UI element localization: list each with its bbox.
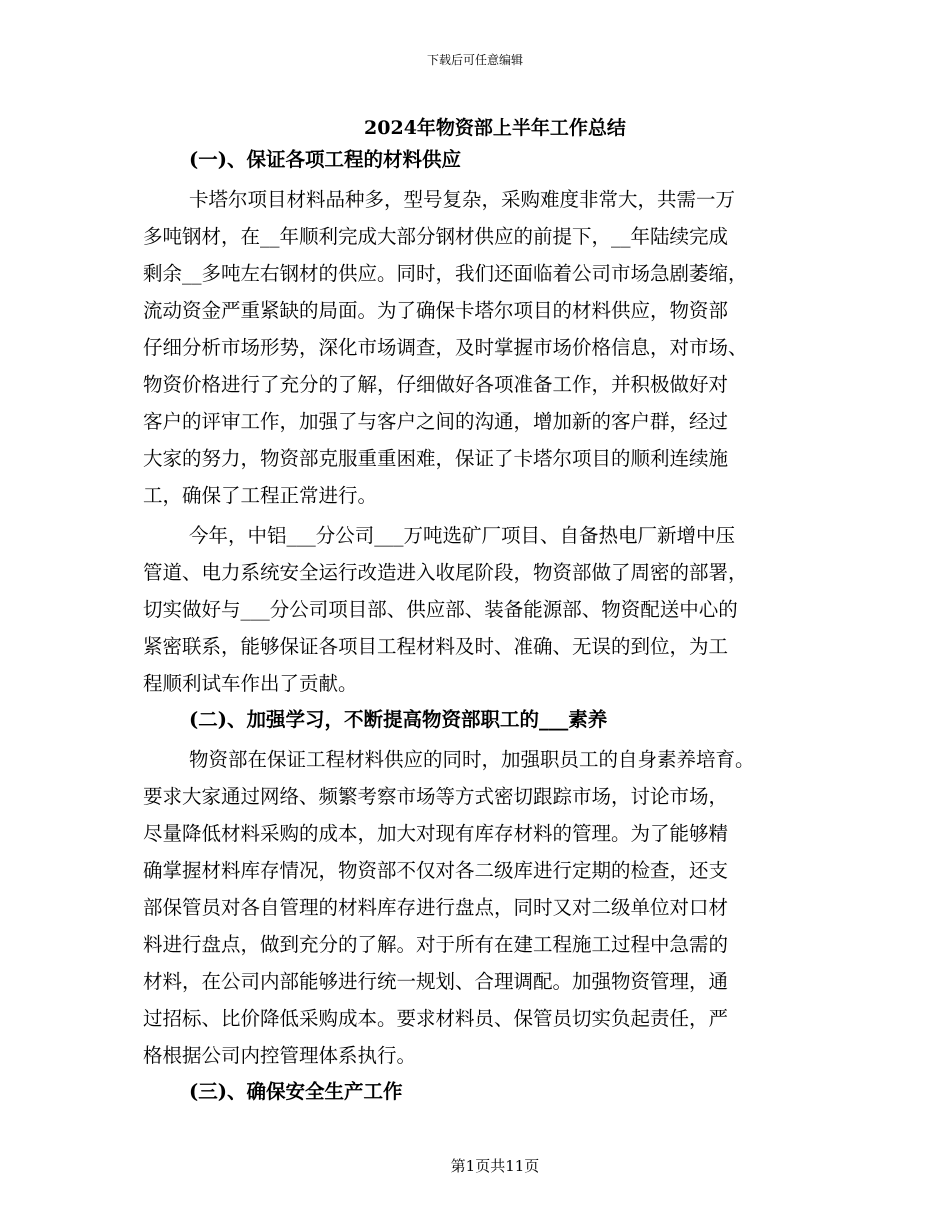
body-line: 物资价格进行了充分的了解，仔细做好各项准备工作，并积极做好对 <box>143 373 729 396</box>
body-line: 程顺利试车作出了贡献。 <box>143 672 358 695</box>
body-line: 紧密联系，能够保证各项目工程材料及时、准确、无误的到位，为工 <box>143 635 729 658</box>
page-indicator: 第1页共11页 <box>450 1157 540 1175</box>
body-line: 料进行盘点，做到充分的了解。对于所有在建工程施工过程中急需的 <box>143 933 729 956</box>
body-line: 工，确保了工程正常进行。 <box>143 484 378 507</box>
body-line: 过招标、比价降低采购成本。要求材料员、保管员切实负起责任，严 <box>143 1007 729 1030</box>
body-line: 部保管员对各自管理的材料库存进行盘点，同时又对二级单位对口材 <box>143 896 729 919</box>
body-line: 确掌握材料库存情况，物资部不仅对各二级库进行定期的检查，还支 <box>143 859 729 882</box>
body-line: 尽量降低材料采购的成本，加大对现有库存材料的管理。为了能够精 <box>143 822 729 845</box>
section-heading: (三)、确保安全生产工作 <box>189 1080 403 1103</box>
body-line: 流动资金严重紧缺的局面。为了确保卡塔尔项目的材料供应，物资部 <box>143 299 729 322</box>
body-line: 卡塔尔项目材料品种多，型号复杂，采购难度非常大，共需一万 <box>189 188 736 211</box>
document-title: 2024年物资部上半年工作总结 <box>364 117 626 139</box>
body-line: 要求大家通过网络、频繁考察市场等方式密切跟踪市场，讨论市场， <box>143 785 729 808</box>
body-line: 切实做好与___分公司项目部、供应部、装备能源部、物资配送中心的 <box>143 598 738 621</box>
header-note: 下载后可任意编辑 <box>426 53 523 67</box>
section-heading: (一)、保证各项工程的材料供应 <box>189 148 461 171</box>
body-line: 大家的努力，物资部克服重重困难，保证了卡塔尔项目的顺利连续施 <box>143 447 729 470</box>
body-line: 物资部在保证工程材料供应的同时，加强职员工的自身素养培育。 <box>189 748 755 771</box>
body-line: 客户的评审工作，加强了与客户之间的沟通，增加新的客户群，经过 <box>143 410 729 433</box>
body-line: 剩余__多吨左右钢材的供应。同时，我们还面临着公司市场急剧萎缩， <box>143 262 748 285</box>
section-heading: (二)、加强学习，不断提高物资部职工的___素养 <box>189 708 608 731</box>
body-line: 今年，中铝___分公司___万吨选矿厂项目、自备热电厂新增中压 <box>189 524 736 547</box>
body-line: 材料，在公司内部能够进行统一规划、合理调配。加强物资管理，通 <box>143 970 729 993</box>
body-line: 仔细分析市场形势，深化市场调查，及时掌握市场价格信息，对市场、 <box>143 336 748 359</box>
body-line: 格根据公司内控管理体系执行。 <box>143 1044 417 1067</box>
body-line: 多吨钢材，在__年顺利完成大部分钢材供应的前提下，__年陆续完成 <box>143 225 729 248</box>
body-line: 管道、电力系统安全运行改造进入收尾阶段，物资部做了周密的部署， <box>143 561 748 584</box>
